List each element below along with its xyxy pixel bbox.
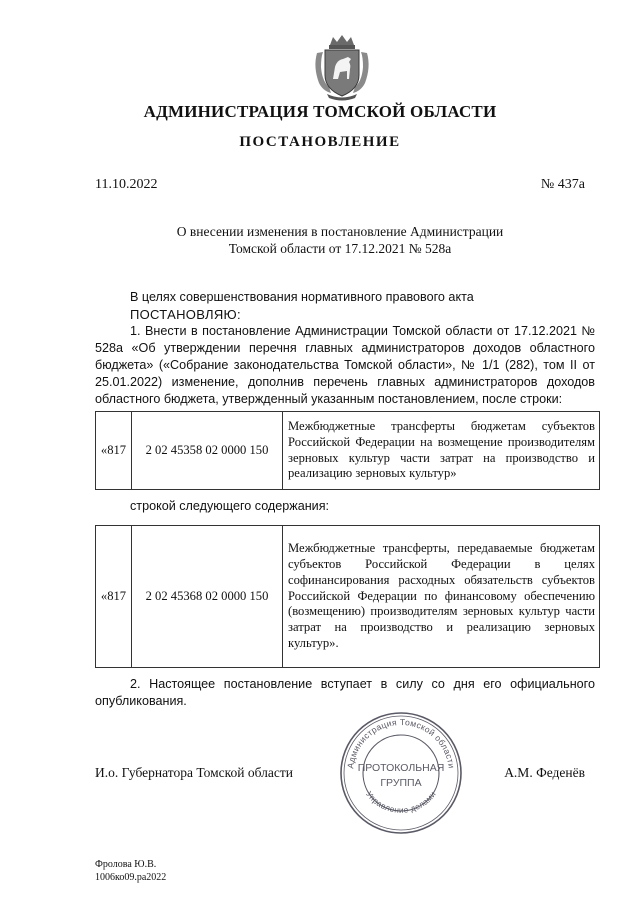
- organization-title: АДМИНИСТРАЦИЯ ТОМСКОЙ ОБЛАСТИ: [143, 102, 497, 121]
- document-date: 11.10.2022: [95, 177, 158, 192]
- svg-text:Управление делами: [364, 790, 438, 815]
- kbk-code-cell: 2 02 45368 02 0000 150: [132, 526, 283, 668]
- description-cell: Межбюджетные трансферты, передаваемые бюджетам субъектов Российской Федерации в целях софинансирования расходных обязательств субъектов Российской Федерации по финансовому обеспечению (возмещению) производителям зерновых культур части затрат на производство и реализацию зерновых культур».: [283, 526, 600, 668]
- admin-code-cell: «817: [96, 526, 132, 668]
- intro-text: В целях совершенствования нормативного правового акта: [130, 290, 474, 304]
- admin-code-cell: «817: [96, 412, 132, 490]
- paragraph-2: 2. Настоящее постановление вступает в силу со дня его официального опубликования.: [95, 677, 595, 708]
- existing-row-table: [95, 411, 600, 490]
- new-row-table: [95, 525, 600, 668]
- description-cell: Межбюджетные трансферты бюджетам субъектов Российской Федерации на возмещение производителям зерновых культур части затрат на производство и реализацию зерновых культур»: [283, 412, 600, 490]
- stamp-ring-text: Администрация Томской области: [345, 716, 457, 770]
- kbk-code-cell: 2 02 45358 02 0000 150: [132, 412, 283, 490]
- tomsk-coat-of-arms-icon: [313, 35, 371, 101]
- table-row: [96, 412, 600, 490]
- protocol-stamp: [338, 710, 464, 836]
- signatory-name: А.М. Феденёв: [504, 765, 585, 780]
- table-row: [96, 526, 600, 668]
- signatory-title: И.о. Губернатора Томской области: [95, 765, 293, 780]
- subject-line-1: О внесении изменения в постановление Администрации: [176, 224, 504, 239]
- paragraph-1: 1. Внести в постановление Администрации Томской области от 17.12.2021 № 528а «Об утверждении перечня главных администраторов доходов областного бюджета» («Собрание законодательства Томской области», № 1/1 (282), том II от 25.01.2022) изменение, дополнив перечень главных администраторов доходов областного бюджета, утвержденный указанным постановлением, после строки:: [95, 324, 595, 406]
- decree-word: ПОСТАНОВЛЯЮ:: [130, 307, 241, 322]
- file-code: 1006ко09.ра2022: [95, 872, 167, 883]
- document-subject: [130, 223, 550, 257]
- subject-line-2: Томской области от 17.12.2021 № 528а: [228, 241, 452, 256]
- stamp-center-line-1: ПРОТОКОЛЬНАЯ: [357, 762, 445, 774]
- stamp-center-line-2: ГРУППА: [380, 777, 422, 789]
- document-type-title: ПОСТАНОВЛЕНИЕ: [239, 134, 401, 150]
- following-text: строкой следующего содержания:: [130, 499, 330, 513]
- stamp-bottom-text: Управление делами: [364, 789, 438, 815]
- document-number: № 437а: [540, 177, 585, 192]
- executor-name: Фролова Ю.В.: [95, 859, 157, 870]
